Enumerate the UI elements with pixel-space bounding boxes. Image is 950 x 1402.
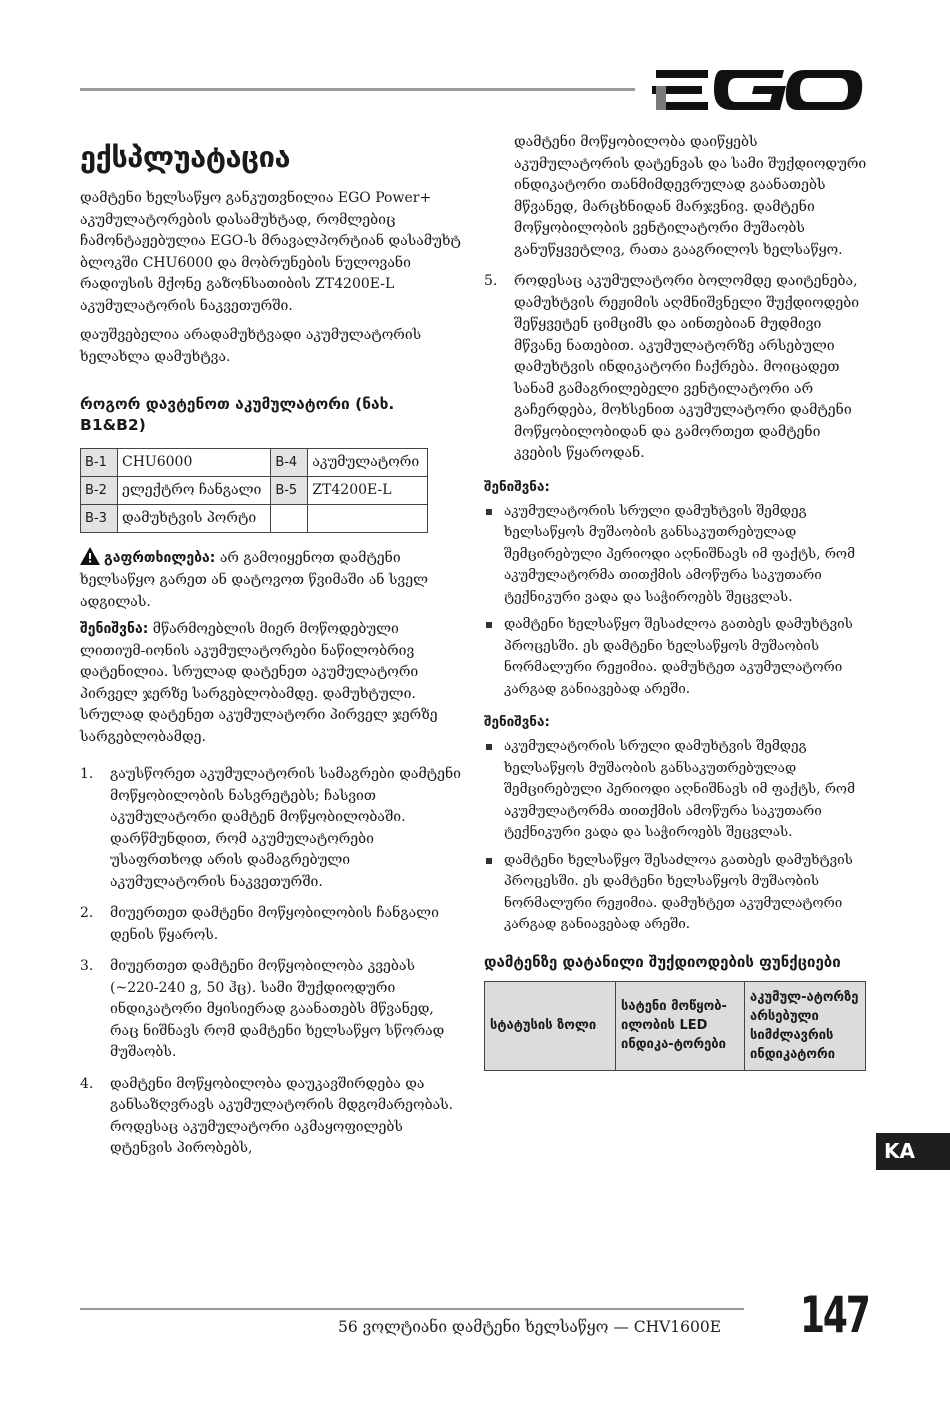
footer-text: 56 ვოლტიანი დამტენი ხელსაწყო — CHV1600E (338, 1318, 722, 1336)
bullet-square-icon (486, 858, 492, 864)
parts-table (80, 448, 428, 533)
section-heading-charging: როგორ დავტენოთ აკუმულატორი (ნახ. B1&B2) (80, 395, 395, 434)
note-text: მწარმოებლის მიერ მოწოდებული ლითიუმ-იონის აკუმულატორები ნაწილობრივ დატენილია. სრულად დატენეთ აკუმულატორი პირველ ჯერზე სარგებლობამდე. დამუხტული. სრულად დატენეთ აკუმულატორი პირველ ჯერზე სარგებლობამდე. (80, 621, 438, 745)
list-item (484, 736, 868, 844)
section-heading-led-functions: დამტენზე დატანილი შუქდიოდების ფუნქციები (484, 952, 841, 971)
list-item (484, 271, 868, 465)
page-number: 147 (800, 1286, 869, 1344)
left-column (80, 140, 464, 1170)
step-text: მიუერთეთ დამტენი მოწყობილობა კვებას (~220-240 ვ, 50 ჰც). სამი შუქდიოდური ინდიკატორი მყისიერად გაანათებს მწვანედ, რაც ნიშნავს რომ დამტენი ხელსაწყო სწორად მუშაობს. (110, 958, 445, 1060)
part-value: ZT4200E-L (308, 477, 428, 505)
step-number: 5. (484, 273, 498, 289)
header-rule (80, 88, 635, 91)
part-value: ელექტრო ჩანგალი (118, 477, 271, 505)
table-row (81, 449, 428, 477)
bullet-text: დამტენი ხელსაწყო შესაძლოა გათბეს დამუხტვის პროცესში. ეს დამტენი ხელსაწყოს მუშაობის ნორმალური რეჟიმია. დამუხტეთ აკუმულატორი კარგად განიავებად არეში. (504, 851, 853, 932)
list-item (80, 1074, 464, 1160)
part-key: B-1 (81, 449, 118, 477)
part-value-empty (308, 505, 428, 533)
bullet-square-icon (486, 744, 492, 750)
part-key: B-5 (271, 477, 308, 505)
list-item (80, 956, 464, 1064)
table-row (81, 477, 428, 505)
step-number: 1. (80, 766, 94, 782)
note-label: შენიშვნა: (80, 621, 149, 637)
intro-paragraph-2: დაუშვებელია არადამუხტვადი აკუმულატორის ხელახლა დამუხტვა. (80, 327, 422, 365)
step-text: მიუერთეთ დამტენი მოწყობილობის ჩანგალი დენის წყაროს. (110, 905, 439, 943)
step-text: გაუსწორეთ აკუმულატორის სამაგრები დამტენი მოწყობილობის ნასვრეტებს; ჩასვით აკუმულატორი დამტენ მოწყობილობაში. დარწმუნდით, რომ აკუმულატორები უსაფრთხოდ არის დამაგრებული აკუმულატორის ნაკვეთურში. (110, 766, 462, 890)
part-key: B-4 (271, 449, 308, 477)
page-title: ექსპლუატაცია (80, 140, 291, 174)
steps-list (80, 764, 464, 1160)
steps-list-continued (484, 132, 868, 465)
table-header-cell: აკუმულ-ატორზე არსებული სიმძლავრის ინდიკატორი (745, 981, 866, 1070)
note-paragraph (80, 619, 464, 748)
part-value: CHU6000 (118, 449, 271, 477)
bullet-text: აკუმულატორის სრული დამუხტვის შემდეგ ხელსაწყოს მუშაობის განსაკუთრებულად შემცირებული პერიოდი აღნიშნავს იმ ფაქტს, რომ აკუმულატორმა თითქმის ამოწურა საკუთარი ტექნიკური ვადა და საჭიროებს შეცვლას. (504, 502, 855, 605)
warning-label: გაფრთხილება: (104, 550, 216, 566)
bullet-text: დამტენი ხელსაწყო შესაძლოა გათბეს დამუხტვის პროცესში. ეს დამტენი ხელსაწყოს მუშაობის ნორმალური რეჟიმია. დამუხტეთ აკუმულატორი კარგად განიავებად არეში. (504, 616, 853, 697)
bullet-text: აკუმულატორის სრული დამუხტვის შემდეგ ხელსაწყოს მუშაობის განსაკუთრებულად შემცირებული პერიოდი აღნიშნავს იმ ფაქტს, რომ აკუმულატორმა თითქმის ამოწურა საკუთარი ტექნიკური ვადა და საჭიროებს შეცვლას. (504, 738, 855, 840)
led-status-table (484, 981, 866, 1071)
list-item (484, 850, 868, 936)
table-header-cell: სტატუსის ზოლი (485, 981, 616, 1070)
list-item (80, 764, 464, 893)
list-item (484, 501, 868, 609)
footer-rule (80, 1308, 744, 1310)
step-number: 2. (80, 905, 94, 921)
ego-logo (652, 66, 864, 114)
part-key-empty (271, 505, 308, 533)
note-bullets (484, 736, 868, 936)
step-number: 4. (80, 1075, 94, 1092)
list-item (80, 903, 464, 946)
step-number: 3. (80, 958, 94, 974)
bullet-square-icon (486, 509, 492, 515)
language-tab: KA (876, 1133, 950, 1170)
step-text: როდესაც აკუმულატორი ბოლომდე დაიტენება, დამუხტვის რეჟიმის აღმნიშვნელი შუქდიოდები შეწყვეტენ ციმციმს და აინთებიან მუდმივი მწვანე ნათებით. აკუმულატორზე არსებული დამუხტვის ინდიკატორი ჩაქრება. მოიცადეთ სანამ გამაგრილებელი ვენტილატორი არ გაჩერდება, მოხსენით აკუმულატორი დამტენი მოწყობილობიდან და გამორთეთ დამტენი კვების წყაროდან. (514, 273, 860, 461)
table-header-cell: სატენი მოწყობ-ილობის LED ინდიკა-ტორები (616, 981, 745, 1070)
warning-triangle-icon (80, 547, 100, 565)
bullet-square-icon (486, 622, 492, 628)
table-row (81, 505, 428, 533)
part-key: B-2 (81, 477, 118, 505)
table-row (485, 981, 866, 1070)
step-text: დამტენი მოწყობილობა დაუკავშირდება და განსაზღვრავს აკუმულატორის მდგომარეობას. როდესაც აკუმულატორი აკმაყოფილებს დტენვის პირობებს, (110, 1075, 454, 1156)
part-key: B-3 (81, 505, 118, 533)
note-label: შენიშვნა: (484, 478, 550, 495)
list-item (484, 132, 868, 261)
list-item (484, 614, 868, 700)
warning-text: არ გამოიყენოთ დამტენი ხელსაწყო გარეთ ან დატოვოთ წვიმაში ან სველ ადგილას. (80, 550, 428, 610)
part-value: დამუხტვის პორტი (118, 505, 271, 533)
part-value: აკუმულატორი (308, 449, 428, 477)
step-text: დამტენი მოწყობილობა დაიწყებს აკუმულატორის დატენვას და სამი შუქდიოდური ინდიკატორი თანმიმდევრულად გაანათებს მწვანედ, მარცხნიდან მარჯვნივ. დამტენი მოწყობილობის ვენტილატორი მუშაობს განუწყვეტლივ, რათა გააგრილოს ხელსაწყო. (514, 134, 867, 258)
intro-paragraph: დამტენი ხელსაწყო განკუთვნილია EGO Power+ აკუმულატორების დასამუხტად, რომლებიც ჩამონტაჟებულია EGO-ს მრავალპორტიან დასამუხტ ბლოკში CHU6000 და მობრუნების ნულოვანი რადიუსის მქონე გაზონსათიბის ZT4200E-L აკუმულატორის ნაკვეთურში. (80, 190, 461, 314)
note-label: შენიშვნა: (484, 714, 550, 730)
warning-paragraph (80, 547, 464, 613)
right-column (484, 132, 868, 1071)
note-bullets (484, 501, 868, 701)
